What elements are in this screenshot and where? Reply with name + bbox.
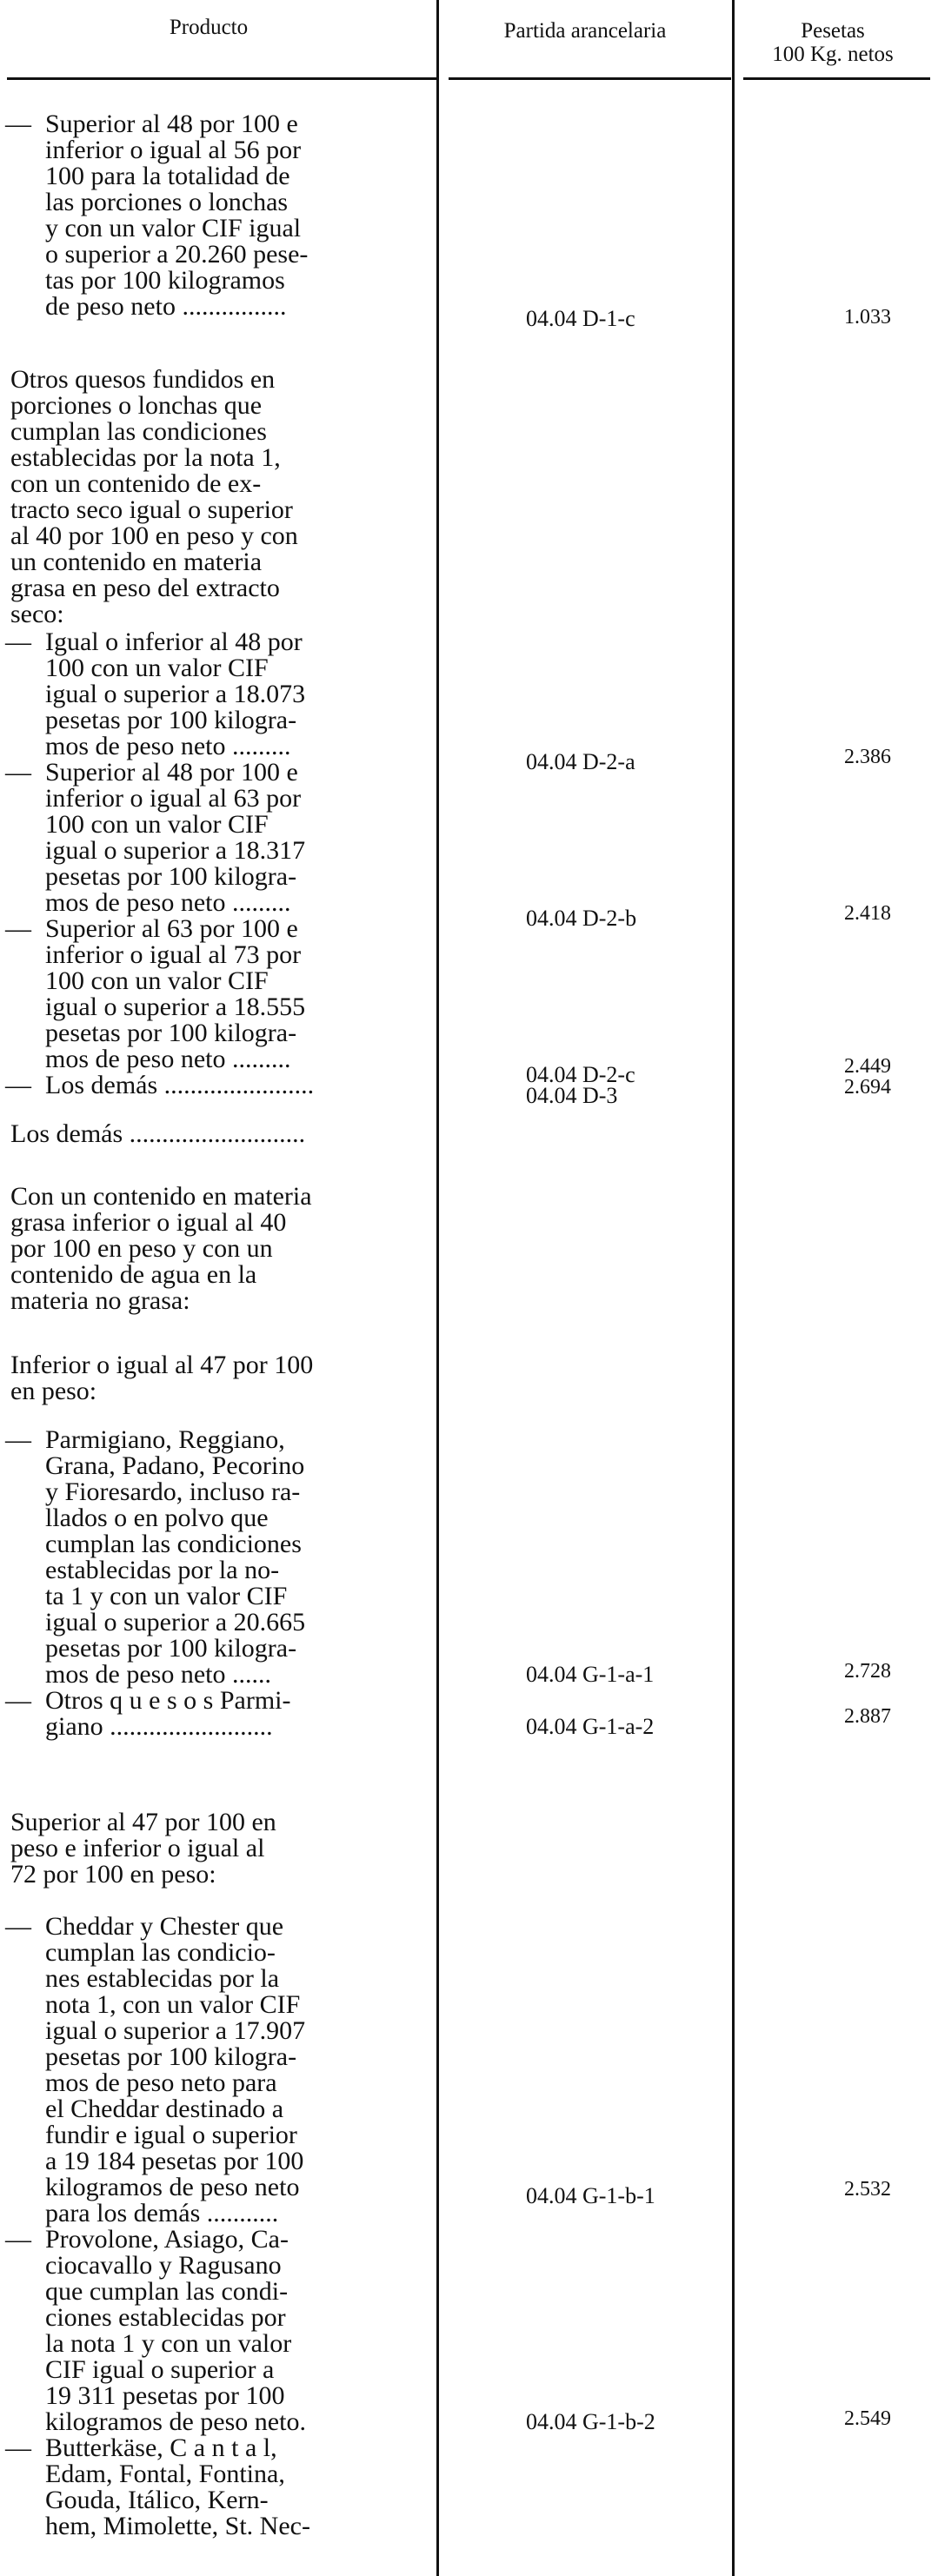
- pesetas-value: 2.449: [844, 1055, 891, 1078]
- dash: —: [5, 1912, 31, 1941]
- entry-line: ciocavallo y Ragusano: [45, 2251, 282, 2280]
- pesetas-value: 2.549: [844, 2407, 891, 2430]
- entry-line: la nota 1 y con un valor: [45, 2329, 292, 2358]
- entry-line: llados o en polvo que: [45, 1504, 269, 1532]
- entry-line: materia no grasa:: [10, 1286, 190, 1315]
- dash: —: [5, 1686, 31, 1715]
- header-partida-arancelaria: Partida arancelaria: [503, 19, 667, 43]
- column-divider-left: [436, 0, 439, 2576]
- entry-line: Superior al 48 por 100 e: [45, 110, 298, 138]
- entry-line: Superior al 47 por 100 en: [10, 1808, 276, 1836]
- entry-line: peso e inferior o igual al: [10, 1834, 265, 1862]
- partida-code: 04.04 D-2-c: [526, 1062, 635, 1087]
- entry-9: [10, 1352, 428, 1404]
- entry-line: 100 con un valor CIF: [45, 810, 269, 839]
- entry-line: a 19 184 pesetas por 100: [45, 2147, 304, 2175]
- dash: —: [5, 110, 31, 138]
- entry-line: giano .........................: [45, 1712, 273, 1741]
- entry-1: [5, 110, 432, 321]
- dash: —: [5, 914, 31, 943]
- entry-line: igual o superior a 17.907: [45, 2016, 306, 2045]
- entry-line: Parmigiano, Reggiano,: [45, 1425, 285, 1454]
- entry-line: porciones o lonchas que: [10, 391, 263, 420]
- entry-line: por 100 en peso y con un: [10, 1234, 273, 1263]
- entry-line: tracto seco igual o superior: [10, 495, 293, 524]
- pesetas-value: 2.694: [844, 1076, 891, 1099]
- partida-code: 04.04 G-1-a-2: [526, 1714, 655, 1739]
- entry-line: Cheddar y Chester que: [45, 1912, 284, 1941]
- entry-line: fundir e igual o superior: [45, 2121, 297, 2149]
- entry-13: [5, 1912, 432, 2227]
- dash: —: [5, 2433, 31, 2462]
- entry-line: Los demás .......................: [45, 1071, 315, 1099]
- partida-code: 04.04 D-1-c: [526, 306, 635, 331]
- partida-code: 04.04 G-1-a-1: [526, 1662, 655, 1687]
- entry-line: nes establecidas por la: [45, 1964, 280, 1993]
- entry-line: un contenido en materia: [10, 548, 263, 576]
- entry-line: y con un valor CIF igual: [45, 214, 302, 242]
- entry-line: igual o superior a 20.665: [45, 1608, 306, 1637]
- partida-code: 04.04 G-1-b-2: [526, 2409, 655, 2434]
- entry-3: [5, 627, 432, 760]
- entry-line: 100 para la totalidad de: [45, 162, 290, 190]
- entry-line: Grana, Padano, Pecorino: [45, 1451, 305, 1480]
- dash: —: [5, 1071, 31, 1099]
- header-rule-producto: [7, 77, 436, 80]
- entry-line: Gouda, Itálico, Kern-: [45, 2486, 269, 2514]
- entry-7: [10, 1121, 428, 1147]
- entry-line: cumplan las condiciones: [45, 1530, 302, 1558]
- entry-line: nota 1, con un valor CIF: [45, 1990, 301, 2019]
- entry-5: [5, 914, 432, 1073]
- entry-line: ciones establecidas por: [45, 2303, 286, 2332]
- entry-line: mos de peso neto para: [45, 2068, 277, 2097]
- entry-line: CIF igual o superior a: [45, 2355, 275, 2384]
- entry-line: pesetas por 100 kilogra-: [45, 1634, 297, 1663]
- dash: —: [5, 1425, 31, 1454]
- entry-line: seco:: [10, 600, 64, 628]
- pesetas-value: 1.033: [844, 306, 891, 329]
- entry-line: mos de peso neto .........: [45, 888, 291, 917]
- entry-line: inferior o igual al 56 por: [45, 136, 302, 164]
- entry-10: [5, 1425, 432, 1689]
- entry-line: 100 con un valor CIF: [45, 654, 269, 682]
- entry-line: cumplan las condiciones: [10, 417, 267, 446]
- entry-line: Superior al 63 por 100 e: [45, 914, 298, 943]
- entry-line: 19 311 pesetas por 100: [45, 2381, 285, 2410]
- header-rule-pesetas: [743, 77, 930, 80]
- entry-2: [10, 367, 428, 627]
- entry-line: que cumplan las condi-: [45, 2277, 289, 2306]
- entry-line: pesetas por 100 kilogra-: [45, 862, 297, 891]
- entry-line: contenido de agua en la: [10, 1260, 257, 1289]
- entry-line: mos de peso neto .........: [45, 1045, 291, 1073]
- entry-line: para los demás ...........: [45, 2199, 279, 2227]
- entry-line: igual o superior a 18.317: [45, 836, 306, 865]
- entry-line: ta 1 y con un valor CIF: [45, 1582, 288, 1610]
- pesetas-value: 2.532: [844, 2178, 891, 2201]
- entry-line: en peso:: [10, 1377, 97, 1405]
- entry-line: Con un contenido en materia: [10, 1182, 312, 1211]
- entry-6: [5, 1071, 432, 1099]
- dash: —: [5, 758, 31, 787]
- entry-line: tas por 100 kilogramos: [45, 266, 285, 295]
- entry-14: [5, 2225, 432, 2436]
- entry-line: pesetas por 100 kilogra-: [45, 2042, 297, 2071]
- header-pesetas: [737, 19, 928, 66]
- partida-code: 04.04 G-1-b-1: [526, 2183, 655, 2208]
- entry-12: [10, 1809, 428, 1888]
- entry-4: [5, 758, 432, 917]
- entry-line: kilogramos de peso neto.: [45, 2407, 306, 2436]
- entry-line: con un contenido de ex-: [10, 469, 262, 498]
- pesetas-value: 2.386: [844, 746, 891, 768]
- entry-line: kilogramos de peso neto: [45, 2173, 300, 2201]
- entry-line: pesetas por 100 kilogra-: [45, 1019, 297, 1047]
- entry-line: Butterkäse, C a n t a l,: [45, 2433, 277, 2462]
- entry-line: igual o superior a 18.073: [45, 680, 306, 708]
- entry-line: grasa inferior o igual al 40: [10, 1208, 287, 1237]
- entry-line: igual o superior a 18.555: [45, 993, 306, 1021]
- entry-line: Provolone, Asiago, Ca-: [45, 2225, 289, 2254]
- entry-line: mos de peso neto ......: [45, 1660, 271, 1689]
- header-producto: Producto: [169, 16, 249, 39]
- column-divider-right: [732, 0, 735, 2576]
- entry-line: hem, Mimolette, St. Nec-: [45, 2512, 310, 2540]
- entry-line: 100 con un valor CIF: [45, 966, 269, 995]
- entry-15: [5, 2433, 432, 2540]
- entry-line: grasa en peso del extracto: [10, 574, 280, 602]
- entry-line: 72 por 100 en peso:: [10, 1860, 216, 1889]
- entry-line: Otros quesos fundidos en: [10, 365, 276, 394]
- entry-8: [10, 1184, 428, 1314]
- header-pesetas-line2: 100 Kg. netos: [772, 43, 894, 66]
- partida-code: 04.04 D-3: [526, 1083, 618, 1108]
- entry-11: [5, 1686, 432, 1741]
- dash: —: [5, 2225, 31, 2254]
- partida-code: 04.04 D-2-b: [526, 906, 637, 931]
- entry-line: establecidas por la nota 1,: [10, 443, 281, 472]
- entry-line: Edam, Fontal, Fontina,: [45, 2460, 285, 2488]
- entry-line: inferior o igual al 63 por: [45, 784, 302, 813]
- dash: —: [5, 627, 31, 656]
- entry-line: Otros q u e s o s Parmi-: [45, 1686, 291, 1715]
- entry-line: el Cheddar destinado a: [45, 2095, 284, 2123]
- entry-line: Igual o inferior al 48 por: [45, 627, 303, 656]
- entry-line: mos de peso neto .........: [45, 732, 291, 760]
- entry-line: o superior a 20.260 pese-: [45, 240, 309, 269]
- pesetas-value: 2.418: [844, 902, 891, 925]
- entry-line: establecidas por la no-: [45, 1556, 280, 1584]
- header-rule-partida: [449, 77, 731, 80]
- entry-line: las porciones o lonchas: [45, 188, 289, 216]
- entry-line: de peso neto ................: [45, 292, 287, 321]
- entry-line: cumplan las condicio-: [45, 1938, 276, 1967]
- entry-line: y Fioresardo, incluso ra-: [45, 1477, 301, 1506]
- entry-line: al 40 por 100 en peso y con: [10, 521, 298, 550]
- header-pesetas-line1: Pesetas: [801, 19, 865, 43]
- entry-line: inferior o igual al 73 por: [45, 940, 302, 969]
- entry-line: Inferior o igual al 47 por 100: [10, 1351, 314, 1379]
- pesetas-value: 2.887: [844, 1705, 891, 1728]
- entry-line: Superior al 48 por 100 e: [45, 758, 298, 787]
- pesetas-value: 2.728: [844, 1660, 891, 1683]
- entry-line: pesetas por 100 kilogra-: [45, 706, 297, 734]
- entry-line: Los demás ...........................: [10, 1119, 306, 1148]
- partida-code: 04.04 D-2-a: [526, 749, 635, 774]
